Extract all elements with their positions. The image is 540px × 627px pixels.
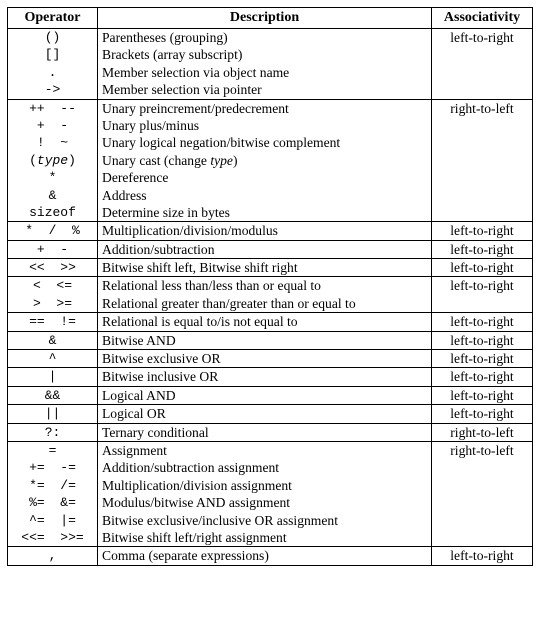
operator-cell <box>8 99 98 222</box>
associativity-cell <box>432 405 533 423</box>
description-line: Dereference <box>102 170 169 186</box>
associativity-cell <box>432 29 533 100</box>
description-line: Ternary conditional <box>102 424 209 440</box>
operator-symbol: < <= <box>32 278 72 294</box>
description-line: Addition/subtraction assignment <box>102 460 280 476</box>
operator-cell <box>8 313 98 331</box>
table-row <box>8 331 533 349</box>
associativity-cell <box>432 441 533 546</box>
associativity-value: left-to-right <box>450 223 514 239</box>
associativity-value: right-to-left <box>450 424 514 440</box>
operator-cell <box>8 331 98 349</box>
description-line: Logical OR <box>102 406 166 422</box>
description-line: Multiplication/division/modulus <box>102 223 278 239</box>
description-cell <box>98 405 432 423</box>
associativity-cell <box>432 222 533 240</box>
operator-symbol: & <box>48 187 57 203</box>
operator-symbol: *= /= <box>29 477 76 493</box>
description-line: Relational is equal to/is not equal to <box>102 314 298 330</box>
table-row <box>8 441 533 546</box>
description-cell <box>98 547 432 565</box>
table-row <box>8 547 533 565</box>
operator-symbol: * / % <box>25 223 80 239</box>
associativity-cell <box>432 240 533 258</box>
table-body <box>8 29 533 566</box>
table-row <box>8 240 533 258</box>
associativity-cell <box>432 350 533 368</box>
operator-cell <box>8 423 98 441</box>
associativity-cell <box>432 331 533 349</box>
description-line: Member selection via object name <box>102 64 290 80</box>
associativity-value: left-to-right <box>450 387 514 403</box>
operator-symbol: + - <box>36 117 69 133</box>
operator-cell <box>8 240 98 258</box>
associativity-value: left-to-right <box>450 30 514 45</box>
table-row <box>8 405 533 423</box>
description-cell <box>98 331 432 349</box>
associativity-value: left-to-right <box>450 548 514 564</box>
operator-symbol: + - <box>36 241 69 257</box>
description-line: Logical AND <box>102 387 176 403</box>
table-row <box>8 386 533 404</box>
description-cell <box>98 240 432 258</box>
operator-cell <box>8 441 98 546</box>
associativity-cell <box>432 99 533 222</box>
description-line: Unary cast (change type) <box>102 152 238 168</box>
description-line: Unary preincrement/predecrement <box>102 100 289 116</box>
operator-symbol: || <box>44 406 61 422</box>
operator-symbol: <<= >>= <box>21 529 84 545</box>
operator-symbol: sizeof <box>29 204 76 220</box>
operator-symbol: << >> <box>29 260 76 276</box>
associativity-value: right-to-left <box>450 100 514 116</box>
description-cell <box>98 222 432 240</box>
associativity-value: left-to-right <box>450 278 514 294</box>
description-line: Bitwise shift left, Bitwise shift right <box>102 260 298 276</box>
description-line: Modulus/bitwise AND assignment <box>102 495 291 511</box>
table-row <box>8 222 533 240</box>
operator-symbol: > >= <box>32 295 72 311</box>
associativity-cell <box>432 386 533 404</box>
table-row <box>8 350 533 368</box>
operator-symbol: . <box>48 64 57 80</box>
operator-symbol: ^= |= <box>29 512 76 528</box>
description-line: Bitwise exclusive OR <box>102 351 221 367</box>
operator-cell <box>8 547 98 565</box>
associativity-cell <box>432 423 533 441</box>
operator-cell <box>8 277 98 313</box>
associativity-header: Associativity <box>432 8 533 29</box>
table-row <box>8 368 533 386</box>
operator-symbol: [] <box>44 47 61 63</box>
type-placeholder: type <box>36 152 69 168</box>
description-cell <box>98 259 432 277</box>
operator-symbol: = <box>48 442 57 458</box>
operator-symbol: -> <box>44 82 61 98</box>
operator-cell <box>8 259 98 277</box>
operator-symbol: | <box>48 369 57 385</box>
description-line: Address <box>102 187 147 203</box>
associativity-cell <box>432 547 533 565</box>
operator-cell <box>8 368 98 386</box>
associativity-cell <box>432 259 533 277</box>
description-header: Description <box>98 8 432 29</box>
associativity-value: right-to-left <box>450 442 514 458</box>
description-line: Bitwise inclusive OR <box>102 369 219 385</box>
description-line: Multiplication/division assignment <box>102 477 292 493</box>
associativity-cell <box>432 277 533 313</box>
header-row <box>8 8 533 29</box>
operator-cell <box>8 29 98 100</box>
description-line: Unary plus/minus <box>102 117 200 133</box>
operator-symbol: %= &= <box>29 495 76 511</box>
description-cell <box>98 277 432 313</box>
associativity-value: left-to-right <box>450 260 514 276</box>
operator-symbol: * <box>48 170 57 186</box>
operator-symbol: (type) <box>29 152 76 168</box>
associativity-value: left-to-right <box>450 406 514 422</box>
operator-cell <box>8 222 98 240</box>
operator-header: Operator <box>8 8 98 29</box>
description-cell <box>98 29 432 100</box>
associativity-value: left-to-right <box>450 369 514 385</box>
associativity-value: left-to-right <box>450 351 514 367</box>
description-line: Determine size in bytes <box>102 204 230 220</box>
description-cell <box>98 313 432 331</box>
operator-symbol: ?: <box>44 424 61 440</box>
description-line: Bitwise shift left/right assignment <box>102 529 287 545</box>
description-line: Addition/subtraction <box>102 241 215 257</box>
associativity-value: left-to-right <box>450 332 514 348</box>
operator-symbol: , <box>48 548 57 564</box>
table-row <box>8 29 533 100</box>
operator-symbol: () <box>44 30 61 45</box>
table-row <box>8 313 533 331</box>
description-line: Brackets (array subscript) <box>102 47 243 63</box>
description-line: Parentheses (grouping) <box>102 30 228 45</box>
associativity-cell <box>432 313 533 331</box>
table-row <box>8 259 533 277</box>
description-line: Bitwise exclusive/inclusive OR assignment <box>102 512 338 528</box>
table-row <box>8 277 533 313</box>
description-line: Member selection via pointer <box>102 82 262 98</box>
description-line: Comma (separate expressions) <box>102 548 269 564</box>
associativity-value: left-to-right <box>450 241 514 257</box>
associativity-value: left-to-right <box>450 314 514 330</box>
operator-cell <box>8 350 98 368</box>
associativity-cell <box>432 368 533 386</box>
table-row <box>8 99 533 222</box>
operator-precedence-table <box>7 7 533 566</box>
operator-symbol: += -= <box>29 460 76 476</box>
operator-cell <box>8 405 98 423</box>
description-line: Unary logical negation/bitwise complement <box>102 135 341 151</box>
operator-symbol: ++ -- <box>29 100 76 116</box>
description-cell <box>98 368 432 386</box>
operator-symbol: & <box>48 332 57 348</box>
description-line: Assignment <box>102 442 167 458</box>
description-cell <box>98 423 432 441</box>
type-placeholder: type <box>210 152 233 168</box>
description-cell <box>98 350 432 368</box>
operator-symbol: == != <box>29 314 76 330</box>
description-line: Bitwise AND <box>102 332 176 348</box>
table-row <box>8 423 533 441</box>
operator-symbol: ^ <box>48 351 57 367</box>
operator-cell <box>8 386 98 404</box>
description-cell <box>98 386 432 404</box>
description-line: Relational greater than/greater than or equal to <box>102 295 356 311</box>
operator-symbol: && <box>44 387 61 403</box>
description-cell <box>98 441 432 546</box>
description-line: Relational less than/less than or equal to <box>102 278 321 294</box>
description-cell <box>98 99 432 222</box>
operator-symbol: ! ~ <box>36 135 69 151</box>
